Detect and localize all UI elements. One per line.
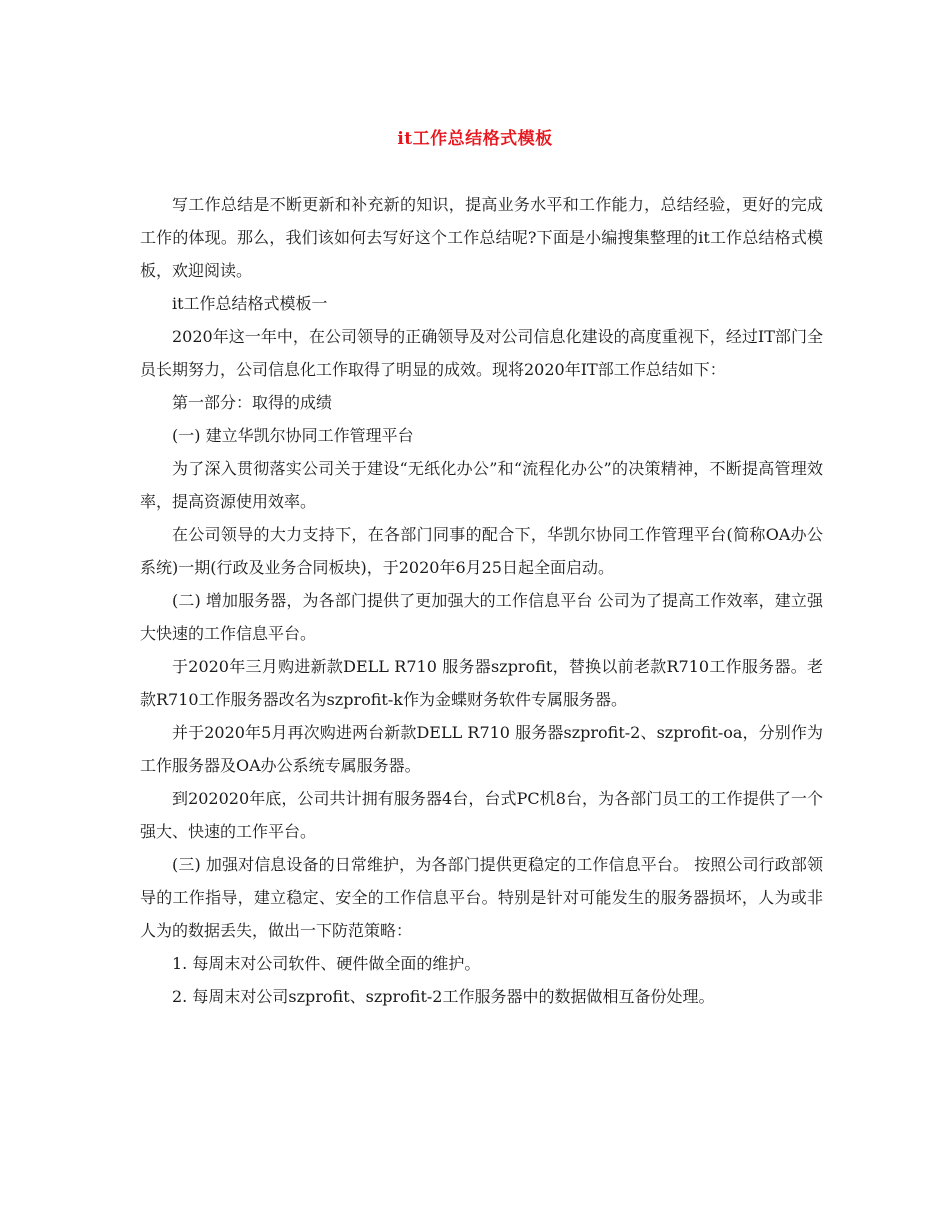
paragraph-oa-launch: 在公司领导的大力支持下，在各部门同事的配合下，华凯尔协同工作管理平台(简称OA办公系统)一期(行政及业务合同板块)，于2020年6月25日起全面启动。 <box>140 525 823 577</box>
paragraph-section-one-heading: (一) 建立华凯尔协同工作管理平台 <box>172 426 414 445</box>
paragraph-year-end-totals: 到202020年底，公司共计拥有服务器4台，台式PC机8台，为各部门员工的工作提供了一个强大、快速的工作平台。 <box>140 789 823 841</box>
paragraph-paperless-office: 为了深入贯彻落实公司关于建设“无纸化办公”和“流程化办公”的决策精神，不断提高管理效率，提高资源使用效率。 <box>140 459 823 511</box>
paragraph-section-two-heading: (二) 增加服务器，为各部门提供了更加强大的工作信息平台 公司为了提高工作效率，建立强大快速的工作信息平台。 <box>140 591 823 643</box>
list-item-weekly-maintenance: 1. 每周末对公司软件、硬件做全面的维护。 <box>172 954 481 973</box>
paragraph-template-heading: it工作总结格式模板一 <box>172 294 328 313</box>
paragraph-server-purchase: 于2020年三月购进新款DELL R710 服务器szprofit，替换以前老款R710工作服务器。老款R710工作服务器改名为szprofit-k作为金蝶财务软件专属服务器。 <box>140 657 823 709</box>
paragraph-intro: 写工作总结是不断更新和补充新的知识，提高业务水平和工作能力，总结经验，更好的完成工作的体现。那么，我们该如何去写好这个工作总结呢?下面是小编搜集整理的it工作总结格式模板，欢迎阅读。 <box>140 195 823 280</box>
paragraph-year-summary: 2020年这一年中，在公司领导的正确领导及对公司信息化建设的高度重视下，经过IT部门全员长期努力，公司信息化工作取得了明显的成效。现将2020年IT部工作总结如下： <box>140 327 823 379</box>
paragraph-section-three-heading: (三) 加强对信息设备的日常维护，为各部门提供更稳定的工作信息平台。 按照公司行政部领导的工作指导，建立稳定、安全的工作信息平台。特别是针对可能发生的服务器损坏，人为或非人为的数据丢失，做出一下防范策略： <box>140 855 823 940</box>
list-item-weekly-backup: 2. 每周末对公司szprofit、szprofit-2工作服务器中的数据做相互备份处理。 <box>172 987 715 1006</box>
document-title: it工作总结格式模板 <box>397 129 553 149</box>
document-body <box>140 188 823 1013</box>
paragraph-part-one-heading: 第一部分：取得的成绩 <box>172 393 333 412</box>
paragraph-second-purchase: 并于2020年5月再次购进两台新款DELL R710 服务器szprofit-2、szprofit-oa，分别作为工作服务器及OA办公系统专属服务器。 <box>140 723 823 775</box>
